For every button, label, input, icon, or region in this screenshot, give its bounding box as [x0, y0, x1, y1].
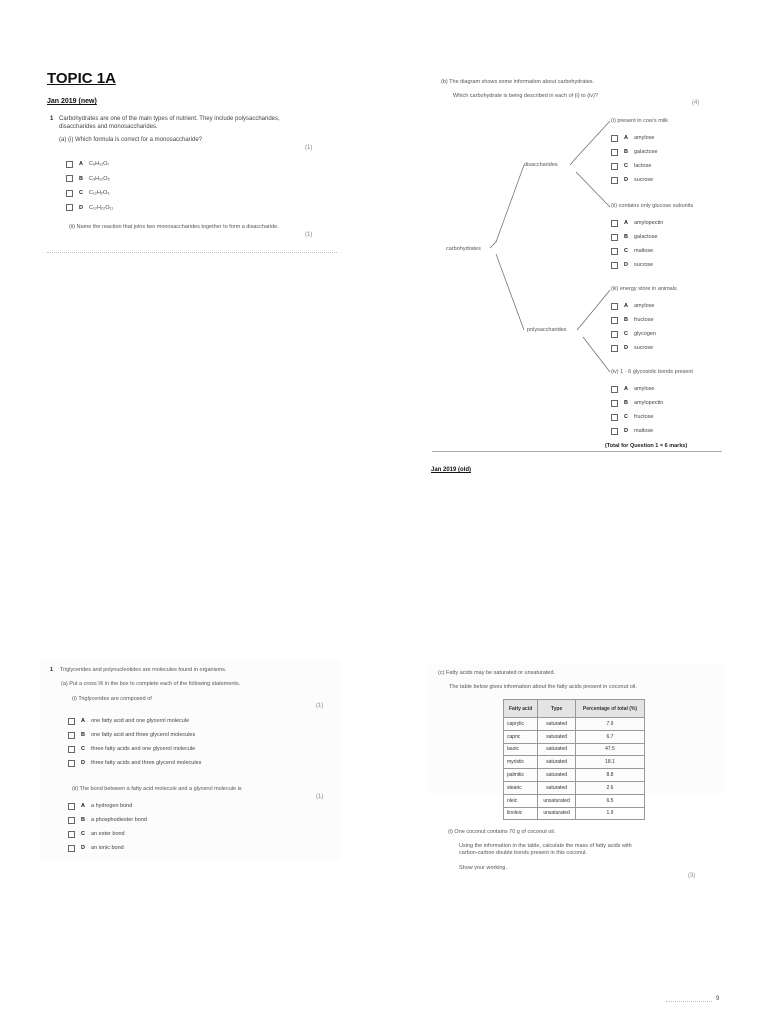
group-iv — [611, 369, 693, 438]
option-d[interactable]: D C₁₂H₂₂O₁₁ — [66, 201, 113, 216]
cell-type: unsaturated — [538, 807, 576, 820]
option-c[interactable]: C glycogen — [611, 327, 677, 341]
option-b[interactable]: B fructose — [611, 313, 677, 327]
checkbox[interactable] — [611, 177, 618, 184]
checkbox[interactable] — [68, 760, 75, 767]
marks-a-i-2: (1) — [316, 703, 324, 709]
cell-type: saturated — [538, 730, 576, 743]
checkbox[interactable] — [68, 845, 75, 852]
question-number: 1 — [50, 116, 54, 122]
cell-type: saturated — [538, 781, 576, 794]
cell-fatty-acid: capric — [504, 730, 538, 743]
group-i — [611, 118, 668, 187]
checkbox[interactable] — [68, 718, 75, 725]
checkbox[interactable] — [68, 803, 75, 810]
option-a[interactable]: A one fatty acid and one glycerol molecule — [68, 714, 201, 728]
section-heading-jan-2019-old: Jan 2019 (old) — [431, 467, 472, 473]
question-intro-2: Triglycerides and polynucleotides are molecules found in organisms. — [60, 667, 227, 673]
question-c-prompt: The table below gives information about the fatty acids present in coconut oil. — [449, 684, 637, 690]
table-row — [504, 769, 645, 782]
option-b[interactable]: B one fatty acid and three glycerol molecules — [68, 728, 201, 742]
checkbox[interactable] — [611, 135, 618, 142]
option-b[interactable]: B a phosphodiester bond — [68, 813, 147, 827]
question-c-i: (i) One coconut contains 70 g of coconut oil. — [448, 829, 556, 835]
option-a[interactable]: A a hydrogen bond — [68, 799, 147, 813]
option-d[interactable]: D sucrose — [611, 173, 668, 187]
question-c-i-line3: carbon-carbon double bonds present in this coconut. — [459, 850, 588, 856]
fatty-acid-table — [503, 699, 645, 820]
group-title: (iv) 1 - 6 glycosidic bonds present — [611, 369, 693, 375]
checkbox[interactable] — [611, 345, 618, 352]
cell-type: saturated — [538, 769, 576, 782]
column-header: Percentage of total (%) — [575, 700, 644, 718]
checkbox[interactable] — [611, 317, 618, 324]
page-number: 9 — [716, 996, 720, 1002]
column-header: Type — [538, 700, 576, 718]
question-c-i-line4: Show your working. — [459, 865, 507, 871]
checkbox[interactable] — [611, 414, 618, 421]
checkbox[interactable] — [611, 163, 618, 170]
checkbox[interactable] — [68, 831, 75, 838]
cell-percentage: 8.8 — [575, 769, 644, 782]
option-c[interactable]: C maltose — [611, 244, 693, 258]
question-total: (Total for Question 1 = 6 marks) — [605, 443, 688, 449]
option-c[interactable]: C fructose — [611, 410, 693, 424]
cell-percentage: 2.6 — [575, 781, 644, 794]
cell-type: saturated — [538, 743, 576, 756]
question-a-ii: (ii) Name the reaction that joins two monosaccharides together to form a disaccharide. — [69, 224, 279, 230]
marks-a-ii-2: (1) — [316, 794, 324, 800]
option-c[interactable]: C lactose — [611, 159, 668, 173]
question-b: (b) The diagram shows some information about carbohydrates. — [441, 79, 595, 85]
table-row — [504, 781, 645, 794]
option-b[interactable]: B galactose — [611, 145, 668, 159]
question-a-i: (a) (i) Which formula is correct for a monosaccharide? — [59, 137, 203, 143]
section-heading-jan-2019-new: Jan 2019 (new) — [47, 98, 97, 105]
marks-a-i: (1) — [305, 145, 313, 151]
table-row — [504, 718, 645, 731]
cell-type: saturated — [538, 718, 576, 731]
option-d[interactable]: D maltose — [611, 424, 693, 438]
checkbox[interactable] — [611, 331, 618, 338]
checkbox[interactable] — [68, 746, 75, 753]
group-title: (i) present in cow's milk — [611, 118, 668, 124]
cell-percentage: 47.5 — [575, 743, 644, 756]
table-row — [504, 756, 645, 769]
cell-percentage: 1.9 — [575, 807, 644, 820]
checkbox[interactable] — [611, 248, 618, 255]
option-c[interactable]: C C₁₂H₂O₆ — [66, 186, 113, 201]
question-a-i-2: (i) Triglycerides are composed of — [72, 696, 152, 702]
option-b[interactable]: B C₅H₁₀O₅ — [66, 172, 113, 187]
checkbox[interactable] — [68, 817, 75, 824]
option-d[interactable]: D an ionic bond — [68, 841, 147, 855]
option-b[interactable]: B amylopectin — [611, 396, 693, 410]
option-d[interactable]: D sucrose — [611, 341, 677, 355]
group-title: (iii) energy store in animals — [611, 286, 677, 292]
cell-percentage: 18.1 — [575, 756, 644, 769]
page-footer-rule — [666, 1001, 712, 1002]
node-disaccharides: disaccharides — [524, 162, 558, 168]
option-a[interactable]: A C₆H₁₂O₇ — [66, 157, 113, 172]
table-row — [504, 794, 645, 807]
node-polysaccharides: polysaccharides — [527, 327, 567, 333]
question-c: (c) Fatty acids may be saturated or unsaturated. — [438, 670, 556, 676]
cell-percentage: 6.7 — [575, 730, 644, 743]
cell-fatty-acid: oleic — [504, 794, 538, 807]
marks-a-ii: (1) — [305, 232, 313, 238]
group-title: (ii) contains only glucose subunits — [611, 203, 694, 209]
option-a[interactable]: A amylose — [611, 299, 677, 313]
cell-type: unsaturated — [538, 794, 576, 807]
table-row — [504, 743, 645, 756]
group-ii — [611, 203, 693, 272]
cell-type: saturated — [538, 756, 576, 769]
total-rule — [432, 451, 722, 452]
question-intro: Carbohydrates are one of the main types of nutrient. They include polysaccharides, — [59, 116, 280, 122]
cell-fatty-acid: palmitic — [504, 769, 538, 782]
cell-fatty-acid: stearic — [504, 781, 538, 794]
option-d[interactable]: D three fatty acids and three glycerol molecules — [68, 756, 201, 770]
table-header-row — [504, 700, 645, 718]
group-iii — [611, 286, 677, 355]
topic-title: TOPIC 1A — [47, 70, 116, 87]
node-carbohydrates: carbohydrates — [446, 246, 481, 252]
checkbox[interactable] — [611, 400, 618, 407]
question-c-i-line2: Using the information in the table, calculate the mass of fatty acids with — [459, 843, 632, 849]
checkbox[interactable] — [611, 234, 618, 241]
checkbox[interactable] — [611, 149, 618, 156]
question-b-prompt: Which carbohydrate is being described in each of (i) to (iv)? — [453, 93, 598, 99]
checkbox[interactable] — [611, 262, 618, 269]
marks-b: (4) — [692, 100, 700, 106]
cell-percentage: 6.5 — [575, 794, 644, 807]
bond-options — [68, 799, 147, 855]
table-row — [504, 807, 645, 820]
triglyceride-options — [68, 714, 201, 770]
question-a-2: (a) Put a cross ☒ in the box to complete each of the following statements. — [61, 681, 241, 687]
column-header: Fatty acid — [504, 700, 538, 718]
option-c[interactable]: C three fatty acids and one glycerol molecule — [68, 742, 201, 756]
option-c[interactable]: C an ester bond — [68, 827, 147, 841]
question-intro-cont: disaccharides and monosaccharides. — [59, 124, 158, 130]
cell-fatty-acid: caprylic — [504, 718, 538, 731]
checkbox[interactable] — [611, 386, 618, 393]
table-row — [504, 730, 645, 743]
cell-fatty-acid: myristic — [504, 756, 538, 769]
cell-fatty-acid: lauric — [504, 743, 538, 756]
checkbox[interactable] — [68, 732, 75, 739]
checkbox[interactable] — [611, 220, 618, 227]
option-b[interactable]: B galactose — [611, 230, 693, 244]
option-a[interactable]: A amylopectin — [611, 216, 693, 230]
question-a-ii-2: (ii) The bond between a fatty acid molecule and a glycerol molecule is — [72, 786, 242, 792]
option-a[interactable]: A amylose — [611, 131, 668, 145]
checkbox[interactable] — [611, 303, 618, 310]
option-a[interactable]: A amylose — [611, 382, 693, 396]
option-d[interactable]: D sucrose — [611, 258, 693, 272]
question-number-2: 1 — [50, 667, 54, 673]
checkbox[interactable] — [611, 428, 618, 435]
marks-c-i: (3) — [688, 873, 696, 879]
cell-fatty-acid: linoleic — [504, 807, 538, 820]
cell-percentage: 7.9 — [575, 718, 644, 731]
